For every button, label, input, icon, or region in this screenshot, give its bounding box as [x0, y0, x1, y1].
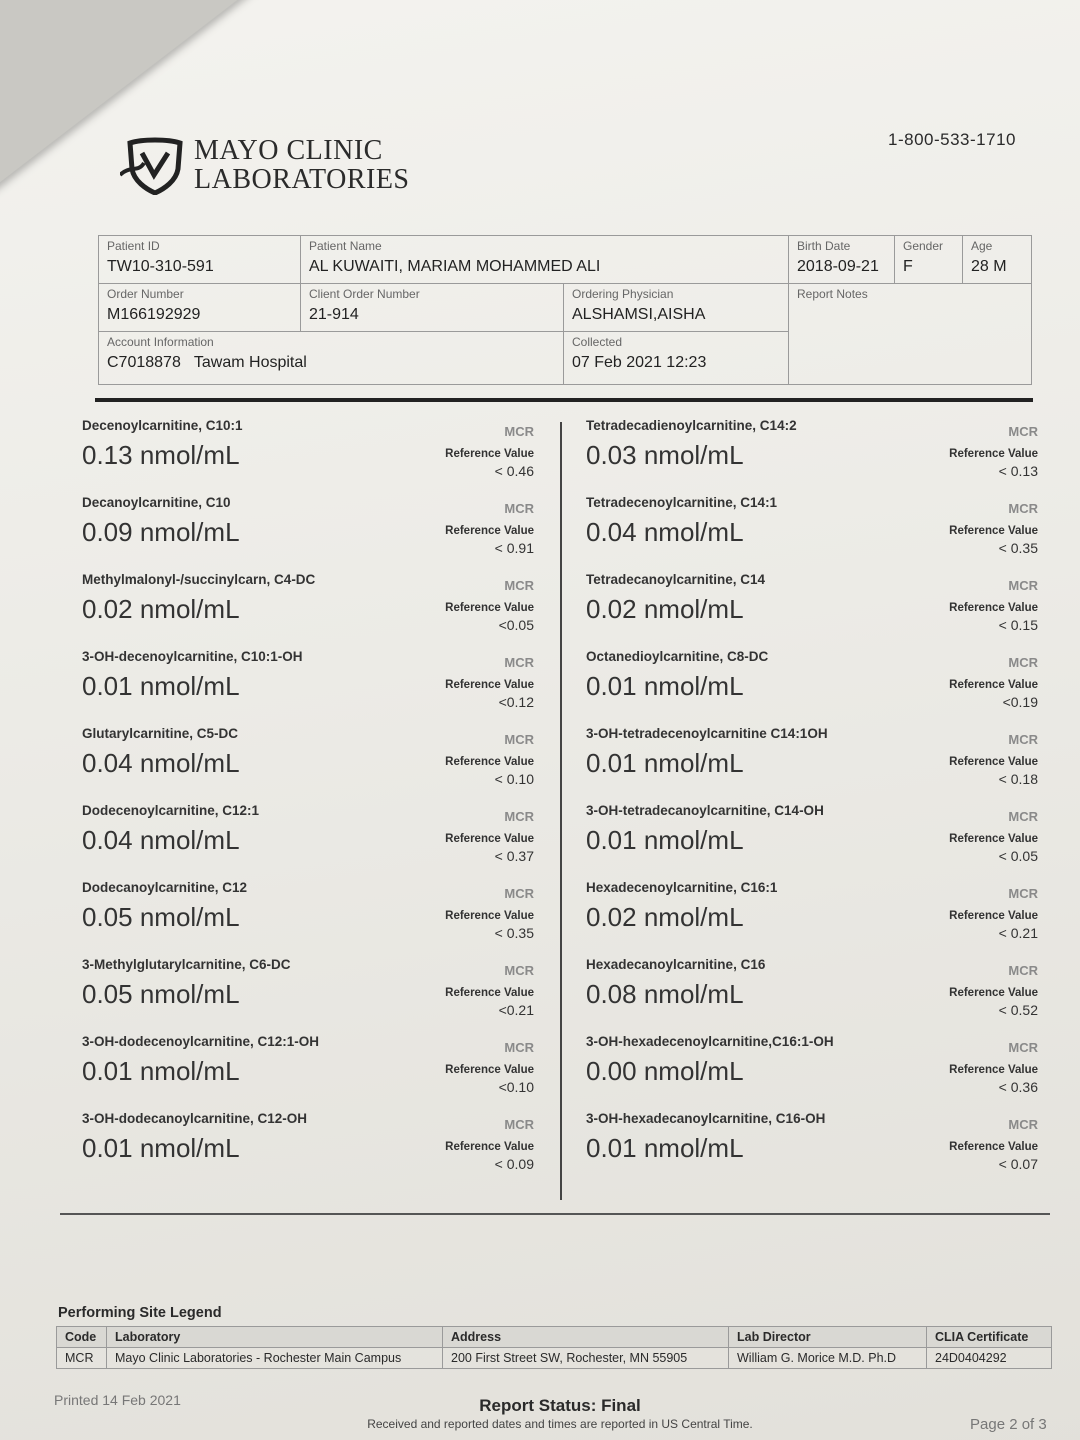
report-content	[20, 30, 1080, 1440]
order-number-label: Order Number	[107, 287, 184, 301]
performing-site-code: MCR	[504, 809, 534, 824]
reference-value-label: Reference Value	[445, 756, 534, 768]
collected-cell	[564, 332, 789, 384]
result-value: 0.04 nmol/mL	[82, 825, 240, 855]
reference-value: < 0.13	[998, 463, 1038, 479]
patient-name-cell	[301, 236, 789, 284]
analyte-name: 3-OH-dodecanoylcarnitine, C12-OH	[82, 1111, 308, 1126]
performing-site-code: MCR	[1008, 963, 1038, 978]
performing-site-code: MCR	[1008, 1040, 1038, 1055]
birth-date: 2018-09-21	[797, 258, 879, 275]
performing-site-code: MCR	[504, 1117, 534, 1132]
reference-value-label: Reference Value	[445, 602, 534, 614]
result-value: 0.13 nmol/mL	[82, 440, 240, 470]
legend-director: William G. Morice M.D. Ph.D	[729, 1348, 927, 1369]
result-row	[586, 957, 1038, 1034]
lab-name-line2: LABORATORIES	[194, 164, 410, 195]
birth-date-cell	[789, 236, 895, 284]
physician-label: Ordering Physician	[572, 287, 674, 301]
result-value: 0.02 nmol/mL	[586, 594, 744, 624]
performing-site-legend	[56, 1326, 1052, 1369]
gender-cell	[895, 236, 963, 284]
results-left-column	[82, 418, 534, 1188]
result-row	[586, 803, 1038, 880]
client-order-cell	[301, 284, 564, 332]
result-row	[82, 957, 534, 1034]
page-number: Page 2 of 3	[970, 1416, 1047, 1433]
report-status: Report Status: Final	[479, 1396, 641, 1415]
ordering-physician: ALSHAMSI,AISHA	[572, 306, 706, 323]
reference-value: < 0.18	[998, 771, 1038, 787]
physician-cell	[564, 284, 789, 332]
order-number-cell	[99, 284, 301, 332]
performing-site-code: MCR	[1008, 501, 1038, 516]
performing-site-code: MCR	[504, 886, 534, 901]
report-notes-cell	[789, 284, 1031, 384]
performing-site-code: MCR	[1008, 886, 1038, 901]
reference-value-label: Reference Value	[949, 679, 1038, 691]
patient-info-table	[98, 235, 1032, 385]
performing-site-code: MCR	[1008, 809, 1038, 824]
performing-site-code: MCR	[504, 963, 534, 978]
reference-value: < 0.05	[998, 848, 1038, 864]
result-row	[82, 572, 534, 649]
result-value: 0.02 nmol/mL	[82, 594, 240, 624]
reference-value: < 0.09	[494, 1156, 534, 1172]
legend-header-clia: CLIA Certificate	[927, 1327, 1052, 1348]
result-value: 0.01 nmol/mL	[586, 1133, 744, 1163]
result-row	[82, 649, 534, 726]
time-zone-note: Received and reported dates and times are reported in US Central Time.	[367, 1417, 753, 1431]
analyte-name: Octanedioylcarnitine, C8-DC	[586, 649, 769, 664]
account-label: Account Information	[107, 335, 214, 349]
analyte-name: Tetradecadienoylcarnitine, C14:2	[586, 418, 797, 433]
performing-site-code: MCR	[1008, 1117, 1038, 1132]
performing-site-code: MCR	[504, 424, 534, 439]
results-bottom-rule	[60, 1213, 1050, 1215]
reference-value-label: Reference Value	[949, 525, 1038, 537]
result-row	[586, 649, 1038, 726]
reference-value-label: Reference Value	[445, 525, 534, 537]
collected-label: Collected	[572, 335, 623, 349]
reference-value: < 0.21	[998, 925, 1038, 941]
lab-name	[194, 136, 410, 194]
age: 28 M	[971, 258, 1007, 275]
legend-header-director: Lab Director	[729, 1327, 927, 1348]
printed-date: Printed 14 Feb 2021	[54, 1392, 181, 1408]
analyte-name: Hexadecanoylcarnitine, C16	[586, 957, 766, 972]
reference-value-label: Reference Value	[949, 833, 1038, 845]
birth-date-label: Birth Date	[797, 239, 851, 253]
reference-value-label: Reference Value	[949, 756, 1038, 768]
analyte-name: 3-Methylglutarylcarnitine, C6-DC	[82, 957, 291, 972]
reference-value-label: Reference Value	[445, 833, 534, 845]
legend-header-code: Code	[57, 1327, 107, 1348]
legend-code: MCR	[57, 1348, 107, 1369]
legend-header-row	[57, 1327, 1052, 1348]
collected-date: 07 Feb 2021 12:23	[572, 354, 707, 371]
legend-header-laboratory: Laboratory	[107, 1327, 443, 1348]
result-value: 0.00 nmol/mL	[586, 1056, 744, 1086]
result-value: 0.04 nmol/mL	[82, 748, 240, 778]
patient-name: AL KUWAITI, MARIAM MOHAMMED ALI	[309, 258, 601, 275]
client-order-label: Client Order Number	[309, 287, 420, 301]
result-row	[586, 1111, 1038, 1188]
reference-value: <0.05	[498, 617, 534, 633]
performing-site-code: MCR	[504, 655, 534, 670]
result-value: 0.03 nmol/mL	[586, 440, 744, 470]
reference-value: < 0.15	[998, 617, 1038, 633]
reference-value: < 0.37	[494, 848, 534, 864]
analyte-name: Methylmalonyl-/succinylcarn, C4-DC	[82, 572, 316, 587]
analyte-name: 3-OH-tetradecenoylcarnitine C14:1OH	[586, 726, 828, 741]
result-row	[82, 726, 534, 803]
performing-site-code: MCR	[1008, 732, 1038, 747]
reference-value-label: Reference Value	[445, 1141, 534, 1153]
result-row	[82, 880, 534, 957]
performing-site-code: MCR	[504, 578, 534, 593]
reference-value-label: Reference Value	[445, 448, 534, 460]
reference-value: < 0.46	[494, 463, 534, 479]
result-value: 0.08 nmol/mL	[586, 979, 744, 1009]
reference-value: < 0.10	[494, 771, 534, 787]
analyte-name: 3-OH-dodecenoylcarnitine, C12:1-OH	[82, 1034, 320, 1049]
legend-header-address: Address	[443, 1327, 729, 1348]
shield-logo-icon	[120, 135, 190, 195]
result-value: 0.01 nmol/mL	[82, 1056, 240, 1086]
reference-value: < 0.91	[494, 540, 534, 556]
reference-value-label: Reference Value	[949, 602, 1038, 614]
result-value: 0.02 nmol/mL	[586, 902, 744, 932]
reference-value: <0.19	[1002, 694, 1038, 710]
result-value: 0.09 nmol/mL	[82, 517, 240, 547]
result-value: 0.05 nmol/mL	[82, 979, 240, 1009]
result-row	[586, 418, 1038, 495]
result-row	[586, 572, 1038, 649]
result-row	[586, 1034, 1038, 1111]
reference-value-label: Reference Value	[445, 1064, 534, 1076]
reference-value-label: Reference Value	[949, 910, 1038, 922]
result-value: 0.05 nmol/mL	[82, 902, 240, 932]
result-value: 0.01 nmol/mL	[586, 825, 744, 855]
patient-id-label: Patient ID	[107, 239, 160, 253]
result-row	[82, 495, 534, 572]
account-info: C7018878 Tawam Hospital	[107, 354, 307, 371]
patient-name-label: Patient Name	[309, 239, 382, 253]
reference-value-label: Reference Value	[949, 448, 1038, 460]
lab-name-line1: MAYO CLINIC	[194, 135, 383, 166]
reference-value: < 0.35	[998, 540, 1038, 556]
reference-value: < 0.52	[998, 1002, 1038, 1018]
account-cell	[99, 332, 564, 384]
order-number: M166192929	[107, 306, 201, 323]
legend-clia: 24D0404292	[927, 1348, 1052, 1369]
result-value: 0.01 nmol/mL	[82, 1133, 240, 1163]
legend-laboratory: Mayo Clinic Laboratories - Rochester Main Campus	[107, 1348, 443, 1369]
reference-value: <0.12	[498, 694, 534, 710]
patient-id-cell	[99, 236, 301, 284]
result-value: 0.01 nmol/mL	[82, 671, 240, 701]
reference-value: <0.10	[498, 1079, 534, 1095]
result-value: 0.04 nmol/mL	[586, 517, 744, 547]
reference-value-label: Reference Value	[949, 1064, 1038, 1076]
legend-title: Performing Site Legend	[58, 1305, 222, 1321]
gender: F	[903, 258, 913, 275]
result-value: 0.01 nmol/mL	[586, 671, 744, 701]
report-notes-label: Report Notes	[797, 287, 868, 301]
analyte-name: Tetradecenoylcarnitine, C14:1	[586, 495, 778, 510]
column-divider	[560, 422, 562, 1200]
performing-site-code: MCR	[504, 501, 534, 516]
result-value: 0.01 nmol/mL	[586, 748, 744, 778]
analyte-name: 3-OH-hexadecanoylcarnitine, C16-OH	[586, 1111, 826, 1126]
age-label: Age	[971, 239, 993, 253]
result-row	[82, 1034, 534, 1111]
analyte-name: Glutarylcarnitine, C5-DC	[82, 726, 239, 741]
reference-value-label: Reference Value	[949, 987, 1038, 999]
analyte-name: Decanoylcarnitine, C10	[82, 495, 231, 510]
age-cell	[963, 236, 1031, 284]
result-row	[82, 1111, 534, 1188]
reference-value-label: Reference Value	[445, 679, 534, 691]
reference-value: < 0.07	[998, 1156, 1038, 1172]
result-row	[586, 880, 1038, 957]
reference-value-label: Reference Value	[445, 987, 534, 999]
analyte-name: Hexadecenoylcarnitine, C16:1	[586, 880, 778, 895]
performing-site-code: MCR	[1008, 655, 1038, 670]
performing-site-code: MCR	[1008, 424, 1038, 439]
performing-site-code: MCR	[1008, 578, 1038, 593]
client-order-number: 21-914	[309, 306, 359, 323]
lab-logo	[120, 135, 410, 195]
reference-value-label: Reference Value	[445, 910, 534, 922]
performing-site-code: MCR	[504, 1040, 534, 1055]
result-row	[82, 803, 534, 880]
reference-value: < 0.36	[998, 1079, 1038, 1095]
legend-address: 200 First Street SW, Rochester, MN 55905	[443, 1348, 729, 1369]
analyte-name: Tetradecanoylcarnitine, C14	[586, 572, 766, 587]
lab-phone: 1-800-533-1710	[888, 130, 1016, 149]
legend-row	[57, 1348, 1052, 1369]
analyte-name: 3-OH-tetradecanoylcarnitine, C14-OH	[586, 803, 824, 818]
result-row	[586, 495, 1038, 572]
performing-site-code: MCR	[504, 732, 534, 747]
analyte-name: Dodecanoylcarnitine, C12	[82, 880, 248, 895]
analyte-name: 3-OH-decenoylcarnitine, C10:1-OH	[82, 649, 303, 664]
result-row	[82, 418, 534, 495]
results-right-column	[586, 418, 1038, 1188]
result-row	[586, 726, 1038, 803]
header-divider	[95, 398, 1033, 402]
reference-value-label: Reference Value	[949, 1141, 1038, 1153]
reference-value: <0.21	[498, 1002, 534, 1018]
gender-label: Gender	[903, 239, 944, 253]
reference-value: < 0.35	[494, 925, 534, 941]
analyte-name: 3-OH-hexadecenoylcarnitine,C16:1-OH	[586, 1034, 834, 1049]
patient-id: TW10-310-591	[107, 258, 214, 275]
analyte-name: Decenoylcarnitine, C10:1	[82, 418, 243, 433]
analyte-name: Dodecenoylcarnitine, C12:1	[82, 803, 260, 818]
